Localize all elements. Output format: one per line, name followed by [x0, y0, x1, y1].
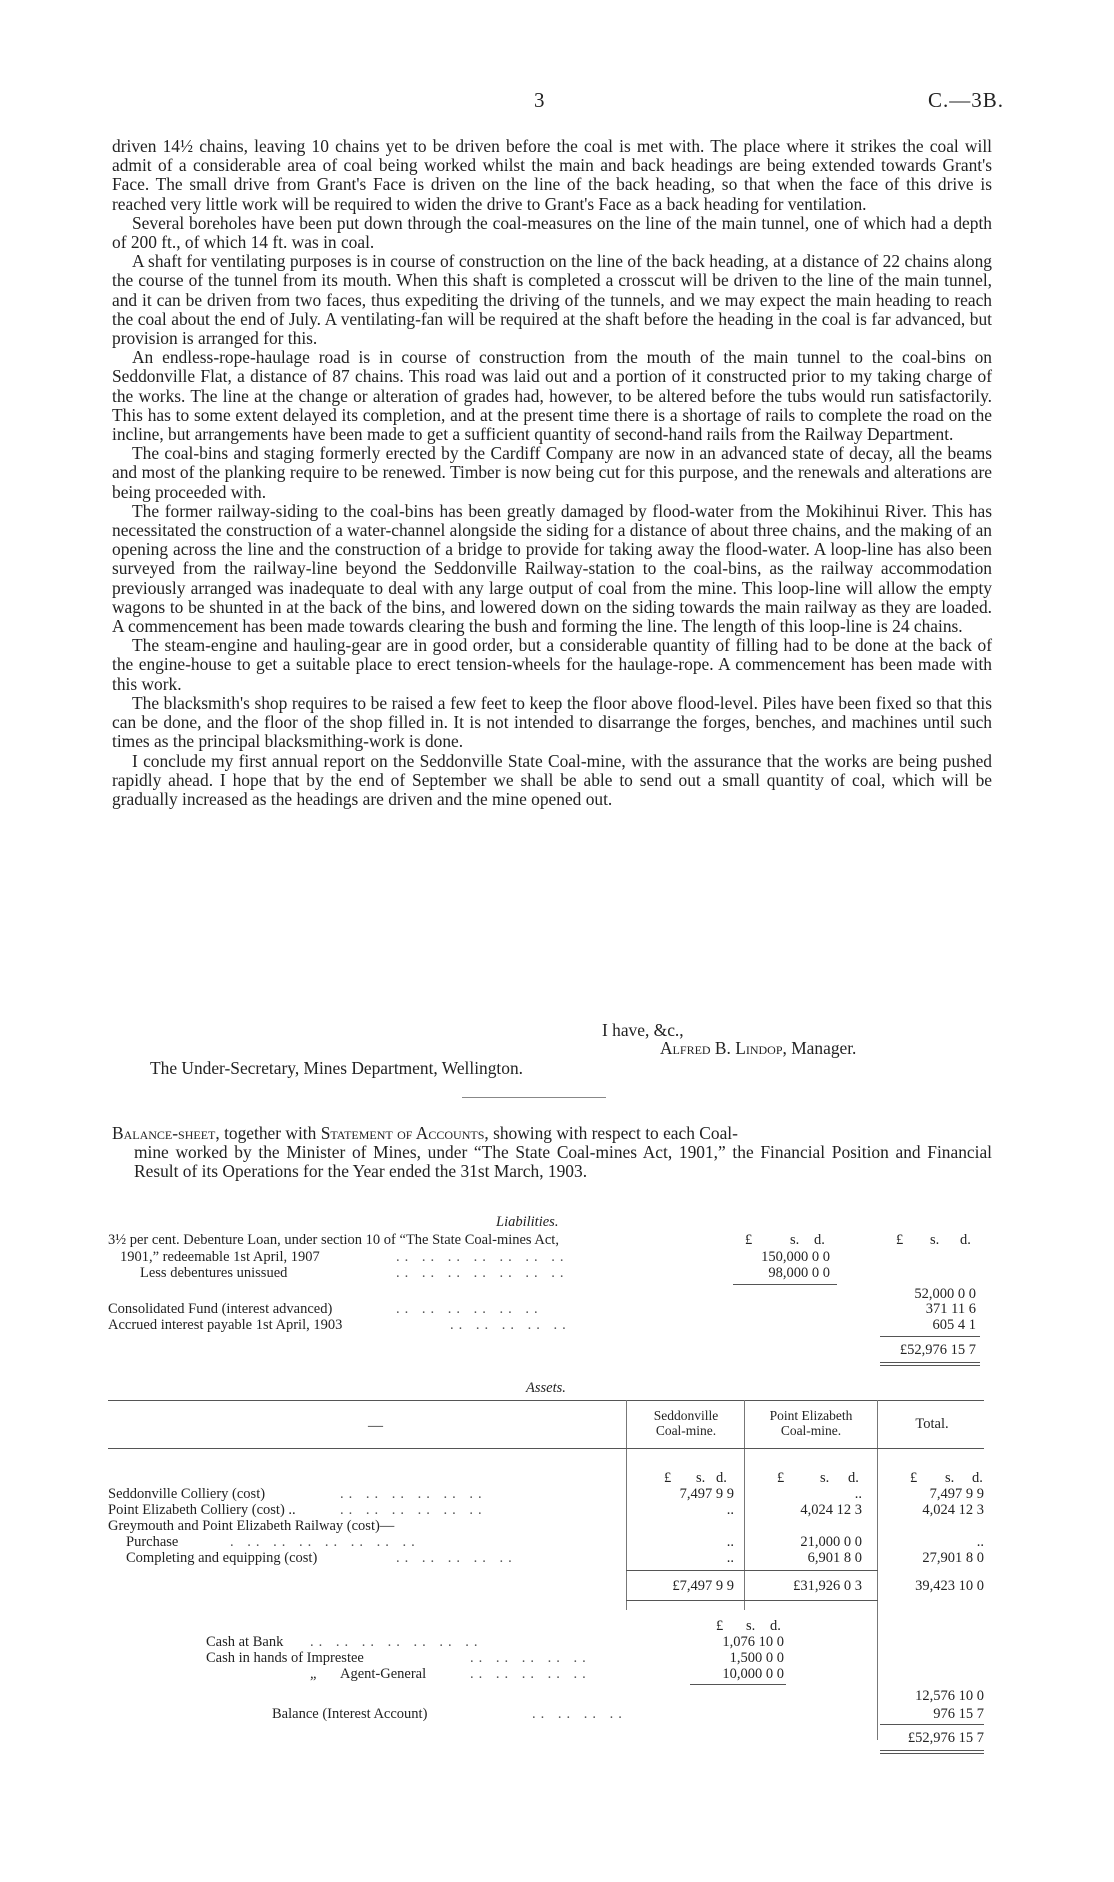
signatory: [660, 1038, 856, 1059]
liabilities-heading: Liabilities.: [496, 1214, 559, 1230]
ditto-mark: „: [310, 1666, 317, 1682]
asset-row-total: 7,497 9 9: [929, 1486, 984, 1502]
col-pence: d.: [814, 1232, 825, 1248]
col-pence: d.: [716, 1470, 727, 1486]
asset-row-point-elizabeth: 4,024 12 3: [800, 1502, 862, 1518]
liability-less-unissued: Less debentures unissued: [140, 1265, 288, 1281]
col-pound: £: [745, 1232, 753, 1248]
total-double-rule: [880, 1362, 980, 1363]
title-statement: Statement of Accounts,: [320, 1123, 489, 1143]
asset-row-label: Greymouth and Point Elizabeth Railway (cost)—: [108, 1518, 395, 1534]
paragraph: The coal-bins and staging formerly erected by the Cardiff Company are now in an advanced state of decay, all the beams and most of the planking require to be renewed. Timber is now being cut for this purpose, and the renewals and alterations are being proceeded with.: [112, 443, 992, 502]
title-continuation: mine worked by the Minister of Mines, under “The State Coal-mines Act, 1901,” the Financial Position and Financial Result of its Operations for the Year ended the 31st March, 1903.: [134, 1142, 992, 1182]
leader-dots: . .. .. .. .. .. .. ..: [230, 1534, 420, 1550]
cash-agent-general-label: Agent-General: [340, 1666, 427, 1682]
leader-dots: .. .. .. .. .. .. ..: [310, 1634, 483, 1650]
subtotal-total: 39,423 10 0: [915, 1578, 984, 1594]
col-pence-total: d.: [960, 1232, 971, 1248]
assets-total: £52,976 15 7: [907, 1730, 984, 1746]
liability-consolidated-fund: Consolidated Fund (interest advanced): [108, 1301, 333, 1317]
total-double-rule: [880, 1365, 980, 1366]
total-double-rule: [880, 1750, 984, 1751]
report-body: [112, 137, 992, 809]
cash-agent-general-amount: 10,000 0 0: [722, 1666, 784, 1682]
total-rule: [880, 1336, 980, 1337]
paragraph: The blacksmith's shop requires to be raised a few feet to keep the floor above flood-level. Piles have been fixed so that this can be done, and the floor of the shop filled in. It is not intended to disarrange the forges, benches, and machines until such times as the principal blacksmithing-work is done.: [112, 692, 992, 752]
seddonville-column-header: Seddonville Coal-mine.: [653, 1408, 719, 1438]
col-shillings: s.: [696, 1470, 706, 1486]
subtotal-seddonville: £7,497 9 9: [672, 1578, 734, 1594]
asset-row-label: Purchase: [126, 1534, 179, 1550]
cash-subtotal-rule: [690, 1684, 786, 1685]
col-shillings: s.: [790, 1232, 800, 1248]
col-pound: £: [910, 1470, 918, 1486]
col-shillings: s.: [820, 1470, 830, 1486]
col-pence: d.: [972, 1470, 983, 1486]
leader-dots: .. .. .. .. ..: [450, 1317, 571, 1333]
asset-row-point-elizabeth: 6,901 8 0: [807, 1550, 862, 1566]
liability-accrued-interest: Accrued interest payable 1st April, 1903: [108, 1317, 343, 1333]
total-double-rule: [880, 1753, 984, 1754]
col-pence: d.: [770, 1618, 781, 1634]
column-divider: [626, 1400, 627, 1610]
paragraph: The steam-engine and hauling-gear are in good order, but a considerable quantity of filling had to be done at the back of the engine-house to get a suitable place to erect tension-wheels for the haulage-rope. A commencement has been made with this work.: [112, 635, 992, 694]
cash-at-bank-label: Cash at Bank: [206, 1634, 284, 1650]
leader-dots: .. .. .. .. ..: [470, 1650, 591, 1666]
asset-row-seddonville: ..: [726, 1550, 734, 1566]
accrued-interest-amount: 605 4 1: [932, 1317, 976, 1333]
liabilities-total: £52,976 15 7: [899, 1342, 976, 1358]
asset-row-point-elizabeth: ..: [854, 1486, 862, 1502]
liability-loan-line2: 1901,” redeemable 1st April, 1907: [120, 1249, 320, 1265]
col-pound: £: [664, 1470, 672, 1486]
balance-interest-label: Balance (Interest Account): [272, 1706, 428, 1722]
table-top-rule: [108, 1400, 984, 1401]
asset-row-label: Completing and equipping (cost): [126, 1550, 318, 1566]
asset-row-label: Point Elizabeth Colliery (cost) ..: [108, 1502, 296, 1518]
column-divider: [744, 1400, 745, 1610]
leader-dots: .. .. .. .. .. .. ..: [396, 1249, 569, 1265]
header-bottom-rule: [108, 1448, 984, 1449]
paragraph: driven 14½ chains, leaving 10 chains yet to be driven before the coal is met with. The place where it strikes the coal will admit of a considerable area of coal being worked whilst the main and back headings are being extended towards Grant's Face. The small drive from Grant's Face is driven on the line of the back heading, so that when the face of this drive is reached very little work will be required to widen the drive to Grant's Face as a back heading for ventilation.: [112, 136, 992, 214]
liability-loan-line1: 3½ per cent. Debenture Loan, under section 10 of “The State Coal-mines Act,: [108, 1232, 559, 1248]
label-column-header: —: [368, 1418, 383, 1434]
leader-dots: .. .. .. .. ..: [470, 1666, 591, 1682]
title-balance-sheet: Balance-sheet,: [112, 1123, 220, 1143]
col-pence: d.: [848, 1470, 859, 1486]
asset-row-seddonville: ..: [726, 1502, 734, 1518]
balance-sheet-title: [112, 1124, 992, 1182]
cash-imprestee-label: Cash in hands of Imprestee: [206, 1650, 364, 1666]
page-number: 3: [534, 88, 545, 112]
paragraph: A shaft for ventilating purposes is in course of construction on the line of the back heading, at a distance of 22 chains along the course of the tunnel from its mouth. When this shaft is completed a crosscut will be driven to the line of the main tunnel, and it can be driven from two faces, thus expediting the driving of the tunnels, and we may expect the main heading to reach the coal about the end of July. A ventilating-fan will be required at the shaft before the heading in the coal is far advanced, but provision is arranged for this.: [112, 251, 992, 349]
cash-total-amount: 12,576 10 0: [915, 1688, 984, 1704]
paragraph: The former railway-siding to the coal-bins has been greatly damaged by flood-water from the Mokihinui River. This has necessitated the construction of a water-channel alongside the siding for a distance of about three chains, and the making of an opening across the line and the construction of a bridge to provide for taking away the flood-water. A loop-line has also been surveyed from the railway-line beyond the Seddonville Railway-station to the coal-bins, as the railway accommodation previously arranged was inadequate to deal with any large output of coal from the mine. This loop-line will allow the empty wagons to be shunted in at the back of the bins, and lowered down on the siding towards the main railway as they are loaded. A commencement has been made towards clearing the bush and forming the line. The length of this loop-line is 24 chains.: [112, 500, 992, 637]
balance-interest-amount: 976 15 7: [933, 1706, 984, 1722]
col-pound: £: [777, 1470, 785, 1486]
signatory-title: Manager.: [791, 1038, 857, 1058]
paragraph: Several boreholes have been put down through the coal-measures on the line of the main tunnel, one of which had a depth of 200 ft., of which 14 ft. was in coal.: [112, 212, 992, 253]
paragraph: An endless-rope-haulage road is in course of construction from the mouth of the main tunnel to the coal-bins on Seddonville Flat, a distance of 87 chains. This road was laid out and a portion of it constructed prior to my taking charge of the works. The line at the change or alteration of grades had, however, to be altered before the tubs would run satisfactorily. This has to some extent delayed its completion, and at the present time there is a shortage of rails to complete the road on the incline, but arrangements have been made to get a sufficient quantity of second-hand rails from the Railway Department.: [112, 347, 992, 445]
asset-row-seddonville: ..: [726, 1534, 734, 1550]
subtotal-rule: [733, 1284, 837, 1285]
leader-dots: .. .. .. .. .. ..: [340, 1486, 487, 1502]
paragraph: I conclude my first annual report on the Seddonville State Coal-mine, with the assurance that the works are being pushed rapidly ahead. I hope that by the end of September we shall be able to send out a small quantity of coal, which will be gradually increased as the headings are driven and the mine opened out.: [112, 750, 992, 809]
title-rest: showing with respect to each Coal-: [488, 1123, 738, 1143]
leader-dots: .. .. .. .. ..: [396, 1550, 517, 1566]
asset-row-point-elizabeth: 21,000 0 0: [800, 1534, 862, 1550]
unissued-amount: 98,000 0 0: [768, 1265, 830, 1281]
col-shillings-total: s.: [930, 1232, 940, 1248]
leader-dots: .. .. .. ..: [532, 1706, 627, 1722]
subtotal-rule: [626, 1570, 878, 1571]
signatory-name: Alfred B. Lindop,: [660, 1038, 787, 1058]
subtotal-point-elizabeth: £31,926 0 3: [793, 1578, 862, 1594]
consolidated-fund-amount: 371 11 6: [925, 1301, 976, 1317]
assets-heading: Assets.: [526, 1380, 566, 1396]
asset-row-total: ..: [976, 1534, 984, 1550]
subtotal-bottom-rule: [626, 1600, 878, 1601]
net-loan-amount: 52,000 0 0: [914, 1286, 976, 1302]
title-connector: together with: [219, 1123, 321, 1143]
loan-amount: 150,000 0 0: [761, 1249, 830, 1265]
col-pound: £: [716, 1618, 724, 1634]
asset-row-total: 4,024 12 3: [922, 1502, 984, 1518]
asset-row-total: 27,901 8 0: [922, 1550, 984, 1566]
leader-dots: .. .. .. .. .. ..: [396, 1301, 543, 1317]
section-divider: [462, 1097, 606, 1098]
col-shillings: s.: [746, 1618, 756, 1634]
total-rule: [880, 1724, 984, 1725]
leader-dots: .. .. .. .. .. .. ..: [396, 1265, 569, 1281]
document-reference: C.—3B.: [927, 88, 1004, 112]
cash-imprestee-amount: 1,500 0 0: [729, 1650, 784, 1666]
leader-dots: .. .. .. .. .. ..: [340, 1502, 487, 1518]
asset-row-seddonville: 7,497 9 9: [679, 1486, 734, 1502]
col-shillings: s.: [945, 1470, 955, 1486]
cash-at-bank-amount: 1,076 10 0: [722, 1634, 784, 1650]
closing-salutation: I have, &c.,: [602, 1020, 684, 1040]
asset-row-label: Seddonville Colliery (cost): [108, 1486, 266, 1502]
total-column-header: Total.: [915, 1416, 949, 1432]
point-elizabeth-column-header: Point Elizabeth Coal-mine.: [769, 1408, 853, 1438]
col-pound-total: £: [896, 1232, 904, 1248]
addressee: The Under-Secretary, Mines Department, Wellington.: [150, 1058, 523, 1078]
